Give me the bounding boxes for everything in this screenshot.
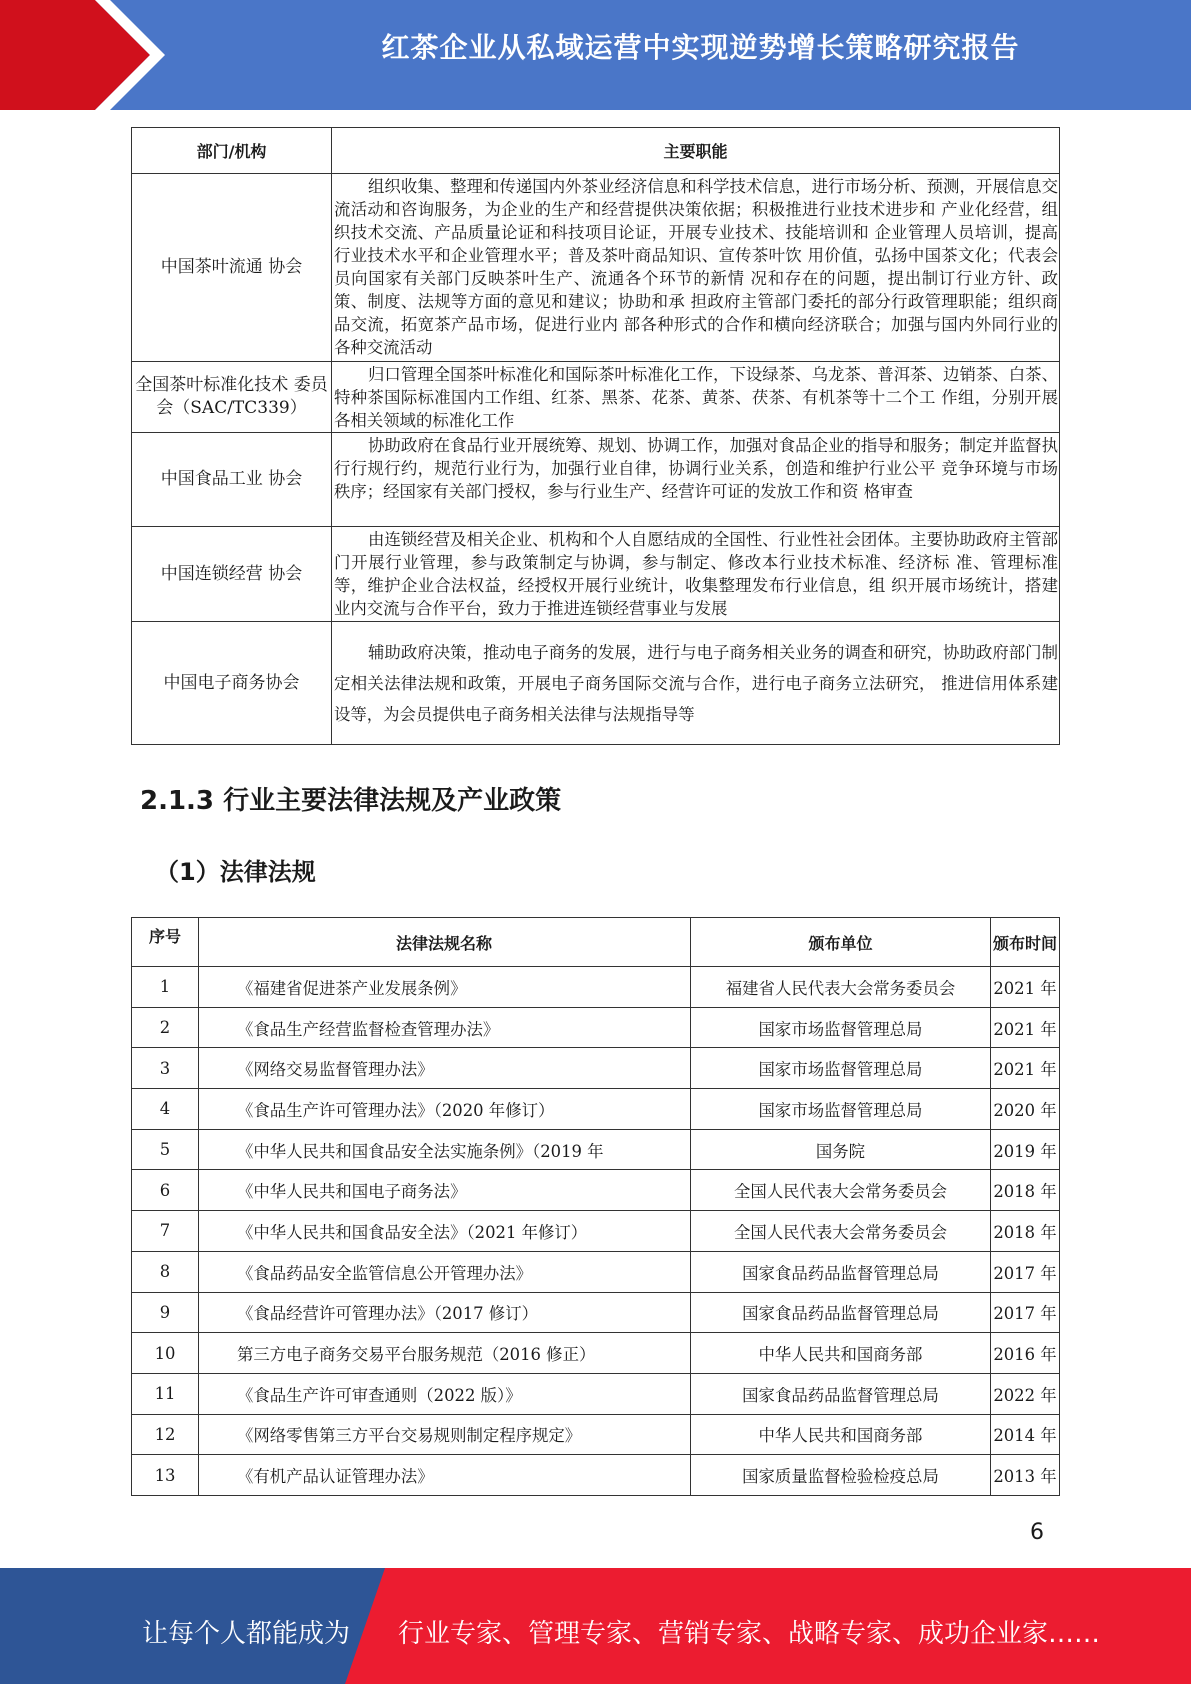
law-name: 《食品药品安全监管信息公开管理办法》 [199, 1251, 691, 1292]
org-header-dept: 部门/机构 [132, 128, 332, 174]
law-row [132, 1333, 1060, 1374]
org-func [332, 174, 1060, 362]
law-no: 9 [132, 1292, 199, 1333]
law-org: 国家市场监督管理总局 [691, 1048, 991, 1089]
law-org: 国家市场监督管理总局 [691, 1007, 991, 1048]
law-name: 《中华人民共和国电子商务法》 [199, 1170, 691, 1211]
footer-slogan-left: 让每个人都能成为 [142, 1619, 351, 1649]
org-row [132, 433, 1060, 527]
law-year: 2016 年 [991, 1333, 1060, 1374]
law-year: 2018 年 [991, 1170, 1060, 1211]
law-name: 《食品生产经营监督检查管理办法》 [199, 1007, 691, 1048]
law-row [132, 1170, 1060, 1211]
page-footer [0, 1568, 1191, 1684]
law-name: 《网络零售第三方平台交易规则制定程序规定》 [199, 1414, 691, 1455]
law-no: 12 [132, 1414, 199, 1455]
org-func-text: 由连锁经营及相关企业、机构和个人自愿结成的全国性、行业性社会团体。主要协助政府主管部门开展行业管理，参与政策制定与协调，参与制定、修改本行业技术标准、经济标 准、管理标准等，维护企业合法权益，经授权开展行业统计，收集整理发布行业信息，组 织开展市场统计，搭建业内交流与合作平台，致力于推进连锁经营事业与发展 [334, 530, 1058, 618]
org-func [332, 433, 1060, 527]
law-row [132, 1373, 1060, 1414]
law-year: 2013 年 [991, 1455, 1060, 1496]
law-org: 全国人民代表大会常务委员会 [691, 1170, 991, 1211]
org-func [332, 527, 1060, 622]
org-dept: 中国电子商务协会 [132, 622, 332, 745]
law-no: 1 [132, 967, 199, 1008]
law-row [132, 1007, 1060, 1048]
law-no: 4 [132, 1089, 199, 1130]
law-no: 2 [132, 1007, 199, 1048]
org-dept: 中国食品工业 协会 [132, 433, 332, 527]
header-title: 红茶企业从私域运营中实现逆势增长策略研究报告 [381, 31, 1020, 64]
law-org: 中华人民共和国商务部 [691, 1333, 991, 1374]
law-table [131, 917, 1060, 1496]
law-row [132, 1211, 1060, 1252]
law-org: 国家市场监督管理总局 [691, 1089, 991, 1130]
law-no: 3 [132, 1048, 199, 1089]
law-name: 《食品生产许可审查通则（2022 版）》 [199, 1373, 691, 1414]
sub-title: （1）法律法规 [155, 858, 316, 886]
law-year: 2017 年 [991, 1251, 1060, 1292]
org-dept: 中国连锁经营 协会 [132, 527, 332, 622]
footer-slogan-right: 行业专家、管理专家、营销专家、战略专家、成功企业家…… [398, 1619, 1101, 1649]
org-func-text: 协助政府在食品行业开展统筹、规划、协调工作，加强对食品企业的指导和服务；制定并监督执行行规行约，规范行业行为，加强行业自律，协调行业关系，创造和维护行业公平 竞争环境与市场秩序；经国家有关部门授权，参与行业生产、经营许可证的发放工作和资 格审查 [334, 436, 1058, 501]
org-row [132, 174, 1060, 362]
law-row [132, 1089, 1060, 1130]
law-org: 国家食品药品监督管理总局 [691, 1373, 991, 1414]
org-func [332, 362, 1060, 433]
law-org: 国家质量监督检验检疫总局 [691, 1455, 991, 1496]
law-no: 5 [132, 1129, 199, 1170]
section-title: 2.1.3 行业主要法律法规及产业政策 [140, 786, 562, 816]
law-row [132, 967, 1060, 1008]
org-header-func: 主要职能 [332, 128, 1060, 174]
law-row [132, 1048, 1060, 1089]
law-name: 《中华人民共和国食品安全法》（2021 年修订） [199, 1211, 691, 1252]
law-row [132, 1251, 1060, 1292]
law-name: 《中华人民共和国食品安全法实施条例》（2019 年 [199, 1129, 691, 1170]
page-header [0, 0, 1191, 110]
law-org: 国家食品药品监督管理总局 [691, 1251, 991, 1292]
law-table-header-row [132, 918, 1060, 967]
org-func-text: 归口管理全国茶叶标准化和国际茶叶标准化工作，下设绿茶、乌龙茶、普洱茶、边销茶、白茶、特种茶国际标准国内工作组、红茶、黑茶、花茶、黄茶、茯茶、有机茶等十二个工 作组，分别开展各相关领域的标准化工作 [334, 365, 1058, 430]
org-row [132, 622, 1060, 745]
law-org: 国务院 [691, 1129, 991, 1170]
law-header-no: 序号 [132, 918, 199, 967]
law-org: 全国人民代表大会常务委员会 [691, 1211, 991, 1252]
law-name: 第三方电子商务交易平台服务规范（2016 修正） [199, 1333, 691, 1374]
law-row [132, 1292, 1060, 1333]
law-row [132, 1129, 1060, 1170]
law-no: 6 [132, 1170, 199, 1211]
law-no: 8 [132, 1251, 199, 1292]
law-year: 2021 年 [991, 967, 1060, 1008]
law-row [132, 1455, 1060, 1496]
law-no: 13 [132, 1455, 199, 1496]
law-name: 《食品经营许可管理办法》（2017 修订） [199, 1292, 691, 1333]
law-year: 2022 年 [991, 1373, 1060, 1414]
law-no: 10 [132, 1333, 199, 1374]
law-year: 2019 年 [991, 1129, 1060, 1170]
law-name: 《网络交易监督管理办法》 [199, 1048, 691, 1089]
org-func-text: 组织收集、整理和传递国内外茶业经济信息和科学技术信息，进行市场分析、预测，开展信息交流活动和咨询服务，为企业的生产和经营提供决策依据；积极推进行业技术进步和 产业化经营，组织技术交流、产品质量论证和科技项目论证，开展专业技术、技能培训和 企业管理人员培训，提高行业技术水平和企业管理水平；普及茶叶商品知识、宣传茶叶饮 用价值，弘扬中国茶文化；代表会员向国家有关部门反映茶叶生产、流通各个环节的新情 况和存在的问题，提出制订行业方针、政策、制度、法规等方面的意见和建议；协助和承 担政府主管部门委托的部分行政管理职能；组织商品交流，拓宽茶产品市场，促进行业内 部各种形式的合作和横向经济联合；加强与国内外同行业的各种交流活动 [334, 177, 1058, 357]
org-dept: 全国茶叶标准化技术 委员会（SAC/TC339） [132, 362, 332, 433]
law-no: 7 [132, 1211, 199, 1252]
law-org: 国家食品药品监督管理总局 [691, 1292, 991, 1333]
law-header-name: 法律法规名称 [199, 918, 691, 967]
law-year: 2014 年 [991, 1414, 1060, 1455]
org-dept: 中国茶叶流通 协会 [132, 174, 332, 362]
law-year: 2018 年 [991, 1211, 1060, 1252]
org-table [131, 127, 1060, 745]
law-year: 2021 年 [991, 1007, 1060, 1048]
law-no: 11 [132, 1373, 199, 1414]
law-year: 2020 年 [991, 1089, 1060, 1130]
org-table-header-row [132, 128, 1060, 174]
law-table-body [132, 967, 1060, 1496]
law-row [132, 1414, 1060, 1455]
law-year: 2021 年 [991, 1048, 1060, 1089]
law-year: 2017 年 [991, 1292, 1060, 1333]
law-org: 福建省人民代表大会常务委员会 [691, 967, 991, 1008]
law-org: 中华人民共和国商务部 [691, 1414, 991, 1455]
org-func-text: 辅助政府决策，推动电子商务的发展，进行与电子商务相关业务的调查和研究，协助政府部门制定相关法律法规和政策，开展电子商务国际交流与合作，进行电子商务立法研究， 推进信用体系建设等，为会员提供电子商务相关法律与法规指导等 [334, 643, 1058, 724]
law-header-org: 颁布单位 [691, 918, 991, 967]
org-row [132, 362, 1060, 433]
law-header-year: 颁布时间 [991, 918, 1060, 967]
law-name: 《食品生产许可管理办法》（2020 年修订） [199, 1089, 691, 1130]
org-func [332, 622, 1060, 745]
law-name: 《福建省促进茶产业发展条例》 [199, 967, 691, 1008]
org-row [132, 527, 1060, 622]
page-number: 6 [1030, 1520, 1044, 1545]
law-name: 《有机产品认证管理办法》 [199, 1455, 691, 1496]
